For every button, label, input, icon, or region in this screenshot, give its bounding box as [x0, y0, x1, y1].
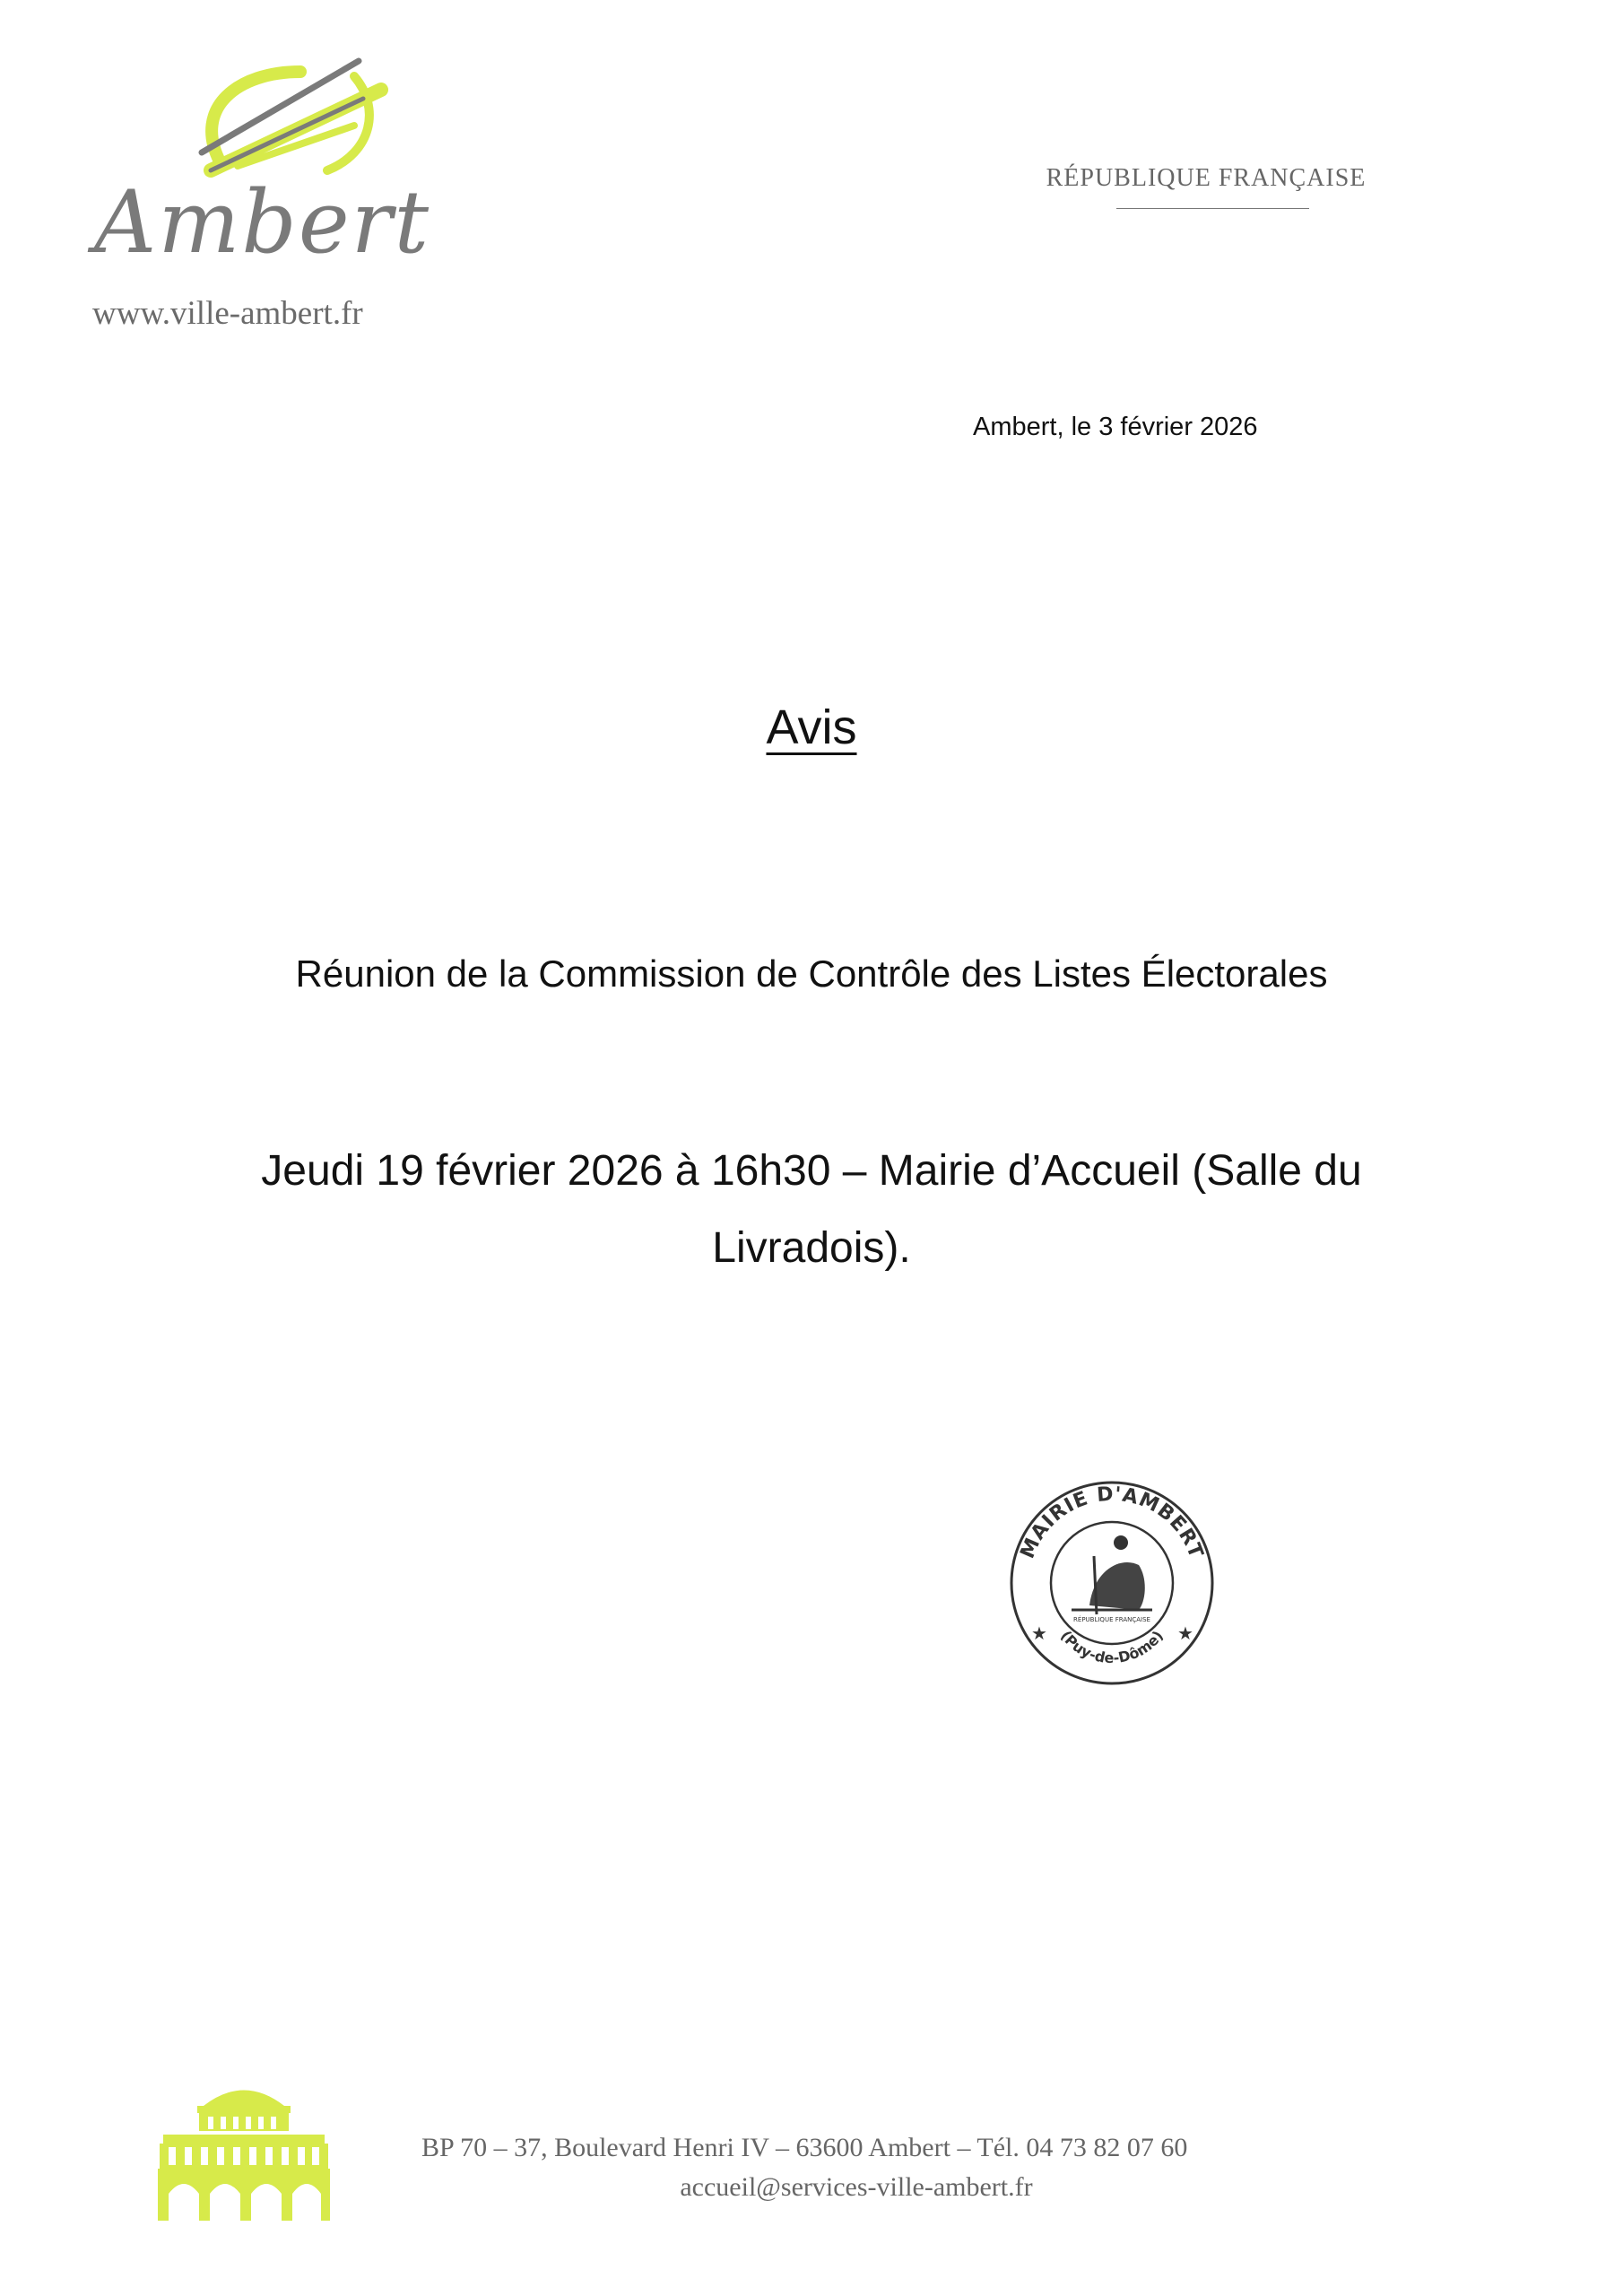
svg-text:RÉPUBLIQUE FRANÇAISE: RÉPUBLIQUE FRANÇAISE: [1073, 1616, 1150, 1623]
svg-text:★: ★: [1177, 1622, 1193, 1644]
logo-wordmark: Ambert: [94, 172, 431, 273]
republic-header: RÉPUBLIQUE FRANÇAISE: [1046, 164, 1367, 192]
svg-text:(Puy-de-Dôme): (Puy-de-Dôme): [1057, 1627, 1167, 1667]
meeting-details: Jeudi 19 février 2026 à 16h30 – Mairie d’Accueil (Salle du Livradois).: [261, 1147, 1362, 1272]
stamp-seal-icon: [1004, 1471, 1219, 1695]
notice-title: Avis: [766, 700, 857, 754]
footer-email: accueil@services-ville-ambert.fr: [680, 2172, 1033, 2202]
notice-subject: Réunion de la Commission de Contrôle des Listes Électorales: [295, 952, 1328, 995]
letter-date: Ambert, le 3 février 2026: [973, 413, 1258, 441]
svg-text:★: ★: [1031, 1622, 1047, 1644]
ambert-logo: [85, 54, 444, 278]
svg-text:MAIRIE D'AMBERT: MAIRIE D'AMBERT: [1016, 1483, 1208, 1562]
footer-address: BP 70 – 37, Boulevard Henri IV – 63600 Ambert – Tél. 04 73 82 07 60: [421, 2133, 1188, 2162]
official-stamp: [1004, 1471, 1219, 1695]
website-url: www.ville-ambert.fr: [92, 295, 363, 332]
header-divider: [1116, 208, 1309, 209]
